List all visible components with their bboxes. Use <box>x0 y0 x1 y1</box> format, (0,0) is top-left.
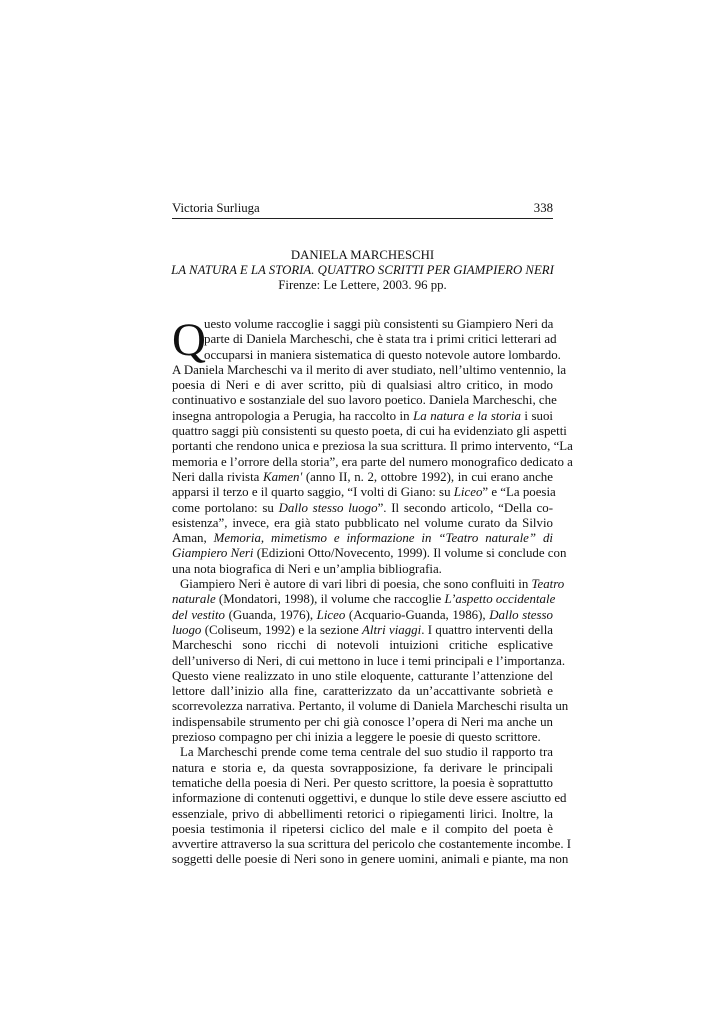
book-title-italic: Liceo <box>316 607 346 622</box>
text-run: apparsi il terzo e il quarto saggio, “I volti di Giano: su <box>172 485 454 500</box>
section-title-italic: Altri viaggi <box>362 622 422 637</box>
book-title-italic: Liceo <box>453 485 483 500</box>
text-line: occuparsi in maniera sistematica di questo notevole autore lombardo. <box>204 347 561 362</box>
text-line <box>172 608 553 623</box>
book-title-italic: Dallo stesso <box>489 607 554 622</box>
text-line: prezioso compagno per chi inizia a leggere le poesie di questo scrittore. <box>172 730 541 745</box>
book-title-italic: luogo <box>172 622 202 637</box>
text-line <box>172 577 565 592</box>
text-line: uesto volume raccoglie i saggi più consistenti su Giampiero Neri da <box>204 317 554 331</box>
text-line <box>172 623 553 638</box>
text-line: una nota biografica di Neri e un’amplia bibliografia. <box>172 561 442 576</box>
text-line: portanti che rendono unica e preziosa la sua scrittura. Il primo intervento, “La <box>172 439 573 454</box>
text-line: natura e storia e, da questa sovrapposizione, fa derivare le principali <box>172 760 553 775</box>
text-line: parte di Daniela Marcheschi, che è stata tra i primi critici letterari ad <box>204 332 557 347</box>
text-line <box>172 501 553 516</box>
book-title-italic: del vestito <box>172 607 225 622</box>
journal-title-italic: Kamen' <box>262 469 303 484</box>
review-title-block <box>150 248 575 293</box>
text-line <box>172 546 567 561</box>
text-line: Questo viene realizzato in uno stile eloquente, catturante l’attenzione del <box>172 668 553 683</box>
drop-cap: Q <box>172 314 206 366</box>
text-run: (Edizioni Otto/Novecento, 1999). Il volume si conclude con <box>253 546 567 561</box>
book-title-italic: L’aspetto occidentale <box>444 592 556 607</box>
text-line: essenziale, privo di abbellimenti retorici o ripiegamenti lirici. Inoltre, la <box>172 806 553 821</box>
text-line: dell’universo di Neri, di cui mettono in luce i temi principali e l’importanza. <box>172 653 566 668</box>
book-title-italic: Dallo stesso luogo <box>278 500 378 515</box>
text-line: lettore dall’inizio alla fine, caratterizzato da un’accattivante sobrietà e <box>172 684 553 699</box>
page-number: 338 <box>533 201 553 215</box>
text-line: A Daniela Marcheschi va il merito di aver studiato, nell’ultimo ventennio, la <box>172 362 567 377</box>
text-line: continuativo e sostanziale del suo lavoro poetico. Daniela Marcheschi, che <box>172 393 557 408</box>
text-run: ”. Il secondo articolo, “Della co- <box>377 500 554 515</box>
text-line: quattro saggi più consistenti su questo poeta, di cui ha evidenziato gli aspetti <box>172 424 567 439</box>
text-line: Marcheschi sono ricchi di notevoli intuizioni critiche esplicative <box>172 638 553 653</box>
reviewed-book-title: LA NATURA E LA STORIA. QUATTRO SCRITTI PER GIAMPIERO NERI <box>171 263 554 277</box>
text-run: insegna antropologia a Perugia, ha raccolto in <box>172 408 414 423</box>
text-line: indispensabile strumento per chi già conosce l’opera di Neri ma anche un <box>172 714 553 729</box>
text-line <box>172 485 556 500</box>
text-line <box>172 592 556 607</box>
text-line <box>172 531 553 546</box>
text-line: informazione di contenuti oggettivi, e dunque lo stile deve essere asciutto ed <box>172 791 567 806</box>
text-run: ” e “La poesia <box>482 485 556 500</box>
book-title-italic: Giampiero Neri <box>172 546 254 561</box>
text-line: La Marcheschi prende come tema centrale del suo studio il rapporto tra <box>180 745 553 760</box>
text-run: (Mondatori, 1998), il volume che raccoglie <box>215 592 445 607</box>
text-run: (Acquario-Guanda, 1986), <box>345 607 490 622</box>
text-run: (Guanda, 1976), <box>225 607 317 622</box>
text-run: Aman, <box>172 531 214 546</box>
review-body <box>172 314 573 868</box>
text-line: poesia di Neri e di aver scritto, più di qualsiasi altro critico, in modo <box>172 378 553 393</box>
text-line: scorrevolezza narrativa. Pertanto, il volume di Daniela Marcheschi risulta un <box>172 699 569 714</box>
text-line <box>172 470 553 485</box>
header-author: Victoria Surliuga <box>172 201 260 215</box>
running-header <box>172 201 553 219</box>
book-title-italic: Memoria, mimetismo e informazione in “Teatro naturale” di <box>213 531 553 546</box>
text-line <box>172 409 553 424</box>
text-run: (anno II, n. 2, ottobre 1992), in cui erano anche <box>302 469 553 484</box>
publication-info: Firenze: Le Lettere, 2003. 96 pp. <box>278 278 447 292</box>
text-line: esistenza”, invece, era già stato pubblicato nel volume curato da Silvio <box>172 515 553 530</box>
text-line: tematiche della poesia di Neri. Per questo scrittore, la poesia è soprattutto <box>172 775 553 790</box>
book-title-italic: Teatro <box>531 577 565 592</box>
text-run: Neri dalla rivista <box>172 469 263 484</box>
book-title-italic: naturale <box>172 592 216 607</box>
text-run: (Coliseum, 1992) e la sezione <box>201 622 363 637</box>
text-line: poesia testimonia il ripetersi ciclico del male e il compito del poeta è <box>172 821 553 836</box>
reviewed-author: DANIELA MARCHESCHI <box>290 248 435 262</box>
text-run: . I quattro interventi della <box>421 622 554 637</box>
text-run: come portolano: su <box>172 500 279 515</box>
book-title-italic: La natura e la storia <box>413 408 521 423</box>
text-line: soggetti delle poesie di Neri sono in genere uomini, animali e piante, ma non <box>172 852 569 867</box>
text-run: i suoi <box>520 408 553 423</box>
text-line: memoria e l’orrore della storia”, era parte del numero monografico dedicato a <box>172 454 573 469</box>
text-run: Giampiero Neri è autore di vari libri di poesia, che sono confluiti in <box>180 577 532 592</box>
text-line: avvertire attraverso la sua scrittura del pericolo che costantemente incombe. I <box>172 837 572 852</box>
